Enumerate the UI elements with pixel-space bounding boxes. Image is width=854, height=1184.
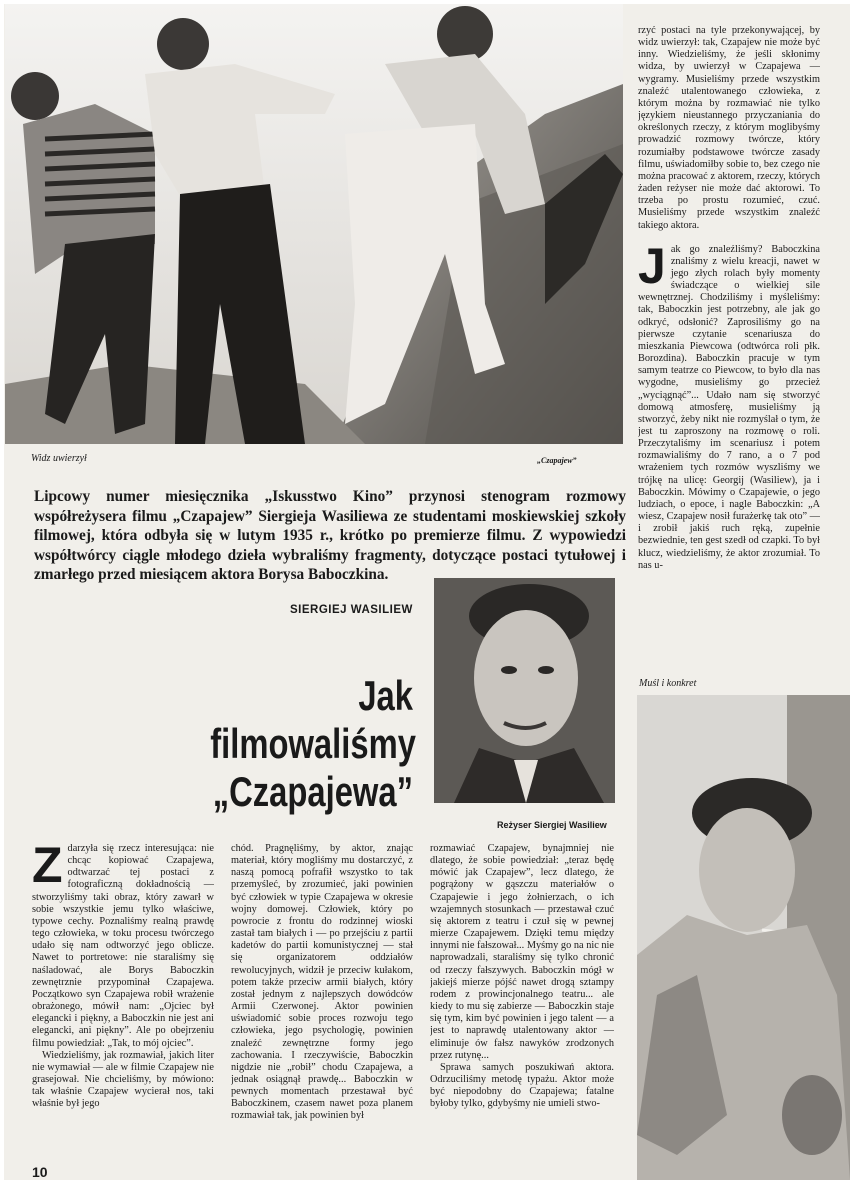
actor-image — [637, 695, 850, 1180]
dropcap-j: J — [638, 237, 666, 294]
col3-paragraph-2: Sprawa samych poszukiwań aktora. Odrzuciliśmy metodę typażu. Aktor może być niepodobny do Czapajewa; fatalne byłoby tylko, gdybyśmy nie umieli stwo- — [430, 1061, 614, 1110]
column-1 — [32, 843, 214, 1163]
director-portrait-photo — [434, 578, 615, 803]
col1-paragraph-2: Wiedzieliśmy, jak rozmawiał, jakich liter nie wymawiał — ale w filmie Czapajew nie grasejował. Nie chcieliśmy, by mówiono: tak właśnie Czapajew wycierał nos, taki właśnie był jego — [32, 1049, 214, 1110]
top-photo-caption-left: Widz uwierzył — [31, 453, 87, 464]
title-line-3: „Czapajewa” — [212, 768, 413, 815]
col2-paragraph-1: chód. Pragnęliśmy, by aktor, znając materiał, który mogliśmy mu dostarczyć, z naszą pomocą pofrafił wszystko to tak przemyśleć, by zrozumieć, jaki powinien być człowiek w typie Czapajewa w okresie wojny domowej. Człowiek, który po powrocie z frontu do rodzinnej wioski zastał tam białych i — po przejściu z partii kadetów do partii komunistycznej — stał się organizatorem oddziałów rewolucyjnych, widził je przeciw kułakom, potem także przeciw armii białych, który został jednym z najlepszych dowódców Armii Czerwonej. Aktor powinien uświadomić sobie proces rozwoju tego człowieka, jego psychologię, powinien znaleźć zewnętrzne formy jego zachowania. I rzeczywiście, Baboczkin nigdzie nie „robił” chodu Czapajewa, a jednak osiągnął prawdę... Baboczkin w pewnych momentach przestawał być Baboczkinem, czasem nawet poza planem rozmawiał tak, jak powinien był — [231, 843, 413, 1122]
column-right-top — [638, 25, 820, 667]
lead-paragraph: Lipcowy numer miesięcznika „Iskusstwo Kino” przynosi stenogram rozmowy współreżysera filmu „Czapajew” Siergieja Wasiliewa ze studentami moskiewskiej szkoły filmowej, która odbyła się w lutym 1935 r., krótko po premierze filmu. Z wypowiedzi współtwórcy ciągle młodego dzieła wybraliśmy fragmenty, dotyczące postaci tytułowej i zmarłego przed miesiącem aktora Borysa Baboczkina. — [34, 488, 626, 583]
film-still-image — [5, 4, 623, 444]
article-title — [210, 672, 416, 816]
title-line-2: filmowaliśmy — [210, 720, 416, 767]
right-top-paragraph-1: rzyć postaci na tyle przekonywającej, by widz uwierzył: tak, Czapajew nie może być inny. Wiedzieliśmy, że jeśli skłonimy widza, by uwierzył w Czapajewa — wygramy. Musieliśmy przede wszystkim znaleźć utalentowanego człowieka, z którym można by rozmawiać nie tylko językiem nieustannego przyczaniania do określonych rzeczy, z którym moglibyśmy prowadzić rozmowy twórcze, który rozumiałby podstawowe twórcze zasady filmu, uświadomiłby sobie to, bez czego nie można pracować z aktorem, rzeczy, których żaden reżyser nie może dać aktorowi. To trzeba po prostu rozumieć, czuć. Musieliśmy przede wszystkim znaleźć takiego aktora. — [638, 25, 820, 231]
actor-photo — [637, 695, 850, 1180]
director-portrait-image — [434, 578, 615, 803]
column-2 — [231, 843, 413, 1163]
top-photo-caption-right: „Czapajew” — [537, 456, 577, 465]
right-photo-caption: Muśl i konkret — [639, 678, 697, 689]
col1-paragraph-1-text: darzyła się rzecz interesująca: nie chcąc kopiować Czapajewa, odtwarzać tej postaci z fotograficzną dokładnością — stworzyliśmy taki obraz, który zawarł w sobie wszystkie jemu tylko właściwe, typowe cechy. Poznaliśmy realną prawdę tego człowieka, w toku procesu twórczego udało się nam odtworzyć jego oblicze. Nawet to portretowe: nie staraliśmy się naśladować, ale Borys Baboczkin zewnętrznie przypominał Czapajewa. Początkowo syn Czapajewa robił wrażenie obrażonego, mówił nam: „Ojciec był elegancki i piękny, a Baboczkin nie jest ani elegancki, ani piękny”. Ale po obejrzeniu filmu powiedział: „Tak, to mój ojciec”. — [32, 843, 214, 1049]
col3-paragraph-1: rozmawiać Czapajew, bynajmniej nie dlatego, że sobie powiedział: „teraz będę mówić jak Czapajew”, lecz dlatego, że pogrążony w gąszczu materiałów o Czapajewie i jego żołnierzach, o ich wzajemnych stosunkach — przestawał czuć się aktorem z teatru i czuł się w pewnej mierze Czapajewem. Dzięki temu między innymi nie fałszował... Myśmy go na nic nie naprowadzali, staraliśmy się tylko chronić od rzeczy fałszywych. Baboczkin mógł w jakiejś mierze pójść nawet drogą sztampy rodem z prowincjonalnego teatru... ale kiedy to mu się zabierze — Baboczkin staje się tym, kim być powinien i jego talent — a jest to naprawdę utalentowany aktor — eliminuje ów fałsz nawyków zrodzonych przez rutynę... — [430, 843, 614, 1061]
right-top-paragraph-2-text: ak go znaleźliśmy? Baboczkina znaliśmy z wielu kreacji, nawet w jego złych rolach były momenty świadczące o wielkiej sile wewnętrznej. Chodziliśmy i myśleliśmy: tak, Baboczkin jest potrzebny, ale jak go odkryć, odsłonić? Zaprosiliśmy go na pierwsze czytanie scenariusza do mieszkania Piewcowa (odtwórca roli płk. Borozdina). Baboczkin pracuje w tym samym teatrze co Piewcow, to było dla nas wygodne, musieliśmy go przecież „wyciągnąć”... Udało nam się stworzyć domową atmosferę, musieliśmy ją stworzyć, żeby nikt nie rozmyślał o tym, że jest tu zaproszony na rozmowę o roli. Przeczytaliśmy im scenariusz i potem rozmawialiśmy do 7 rano, a o 7 pod wrażeniem tych rozmów wyszliśmy we trójkę na ulicę: Georgij (Wasiliew), ja i Baboczkin. Mówimy o Czapajewie, o jego ludziach, o epoce, i nagle Baboczkin: „A wiesz, Czapajew nosił furażerkę tak oto” — i zrobił jakiś ruch ręką, zupełnie bezwiednie, ten gest szedł od czapki. To był klucz, wiedzieliśmy, że aktor zrozumiał. To nas u- — [638, 243, 820, 571]
title-line-1: Jak — [358, 672, 413, 719]
film-still-photo — [5, 4, 623, 444]
author-name: SIERGIEJ WASILIEW — [290, 604, 413, 616]
col1-paragraph-1 — [32, 843, 214, 1050]
portrait-caption: Reżyser Siergiej Wasiliew — [497, 820, 607, 830]
magazine-page — [4, 4, 850, 1180]
page-number: 10 — [32, 1164, 48, 1180]
dropcap-z: Z — [32, 843, 63, 893]
column-3 — [430, 843, 614, 1163]
right-top-paragraph-2 — [638, 237, 820, 572]
